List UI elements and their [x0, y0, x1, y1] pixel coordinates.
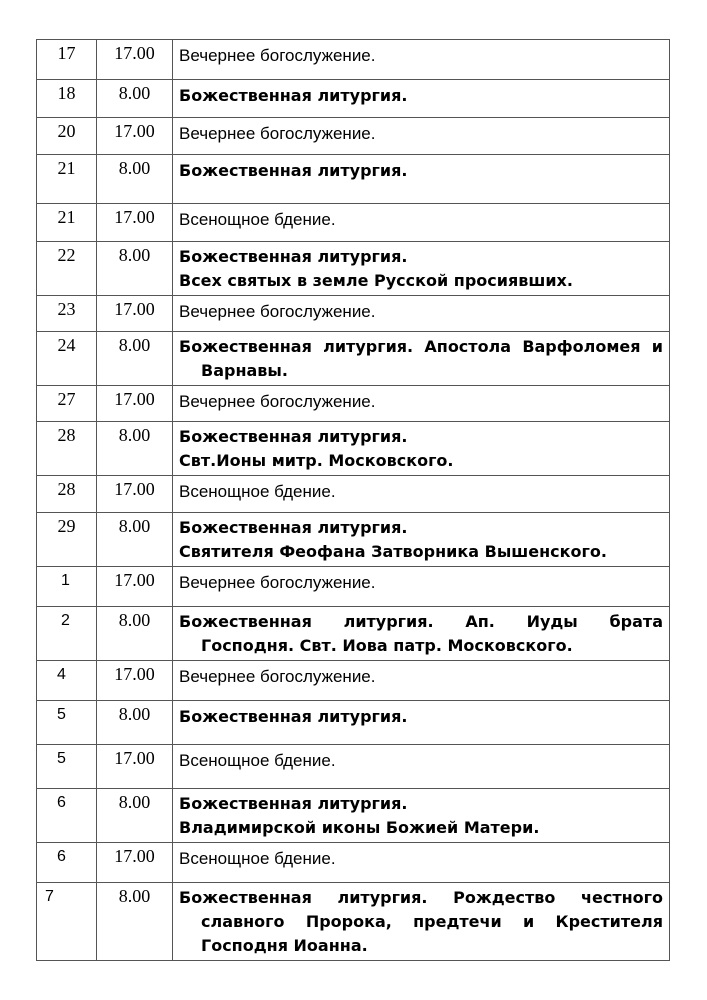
- service-cell: [173, 80, 670, 118]
- time-cell: 8.00: [97, 422, 173, 476]
- time-cell: 8.00: [97, 701, 173, 745]
- table-row: [37, 40, 670, 80]
- service-cell: [173, 607, 670, 661]
- table-row: [37, 567, 670, 607]
- day-cell: 1: [37, 567, 97, 607]
- day-cell: 4: [37, 661, 97, 701]
- service-text: Божественная литургия.: [179, 247, 408, 266]
- table-row: [37, 789, 670, 843]
- time-cell: 17.00: [97, 661, 173, 701]
- time-cell: 8.00: [97, 80, 173, 118]
- table-row: [37, 242, 670, 296]
- service-cell: [173, 476, 670, 513]
- time-cell: 8.00: [97, 332, 173, 386]
- service-cell: [173, 701, 670, 745]
- service-text: Вечернее богослужение.: [179, 124, 376, 143]
- service-cell: [173, 661, 670, 701]
- table-row: [37, 118, 670, 155]
- day-cell: 2: [37, 607, 97, 661]
- day-cell: 7: [37, 883, 97, 961]
- service-text: Вечернее богослужение.: [179, 573, 376, 592]
- table-row: [37, 204, 670, 242]
- day-cell: 22: [37, 242, 97, 296]
- feast-note: Варнавы.: [201, 361, 288, 380]
- time-cell: 17.00: [97, 386, 173, 422]
- time-cell: 8.00: [97, 607, 173, 661]
- table-row: [37, 422, 670, 476]
- service-cell: [173, 386, 670, 422]
- service-text: Вечернее богослужение.: [179, 302, 376, 321]
- service-text: Вечернее богослужение.: [179, 667, 376, 686]
- service-text: Божественная литургия.: [179, 161, 408, 180]
- table-row: [37, 661, 670, 701]
- day-cell: 17: [37, 40, 97, 80]
- day-cell: 28: [37, 422, 97, 476]
- time-cell: 8.00: [97, 242, 173, 296]
- service-text: Всенощное бдение.: [179, 849, 336, 868]
- service-cell: [173, 296, 670, 332]
- day-cell: 27: [37, 386, 97, 422]
- service-text: Всенощное бдение.: [179, 482, 336, 501]
- service-cell: [173, 883, 670, 961]
- day-cell: 21: [37, 204, 97, 242]
- service-cell: [173, 567, 670, 607]
- table-row: [37, 476, 670, 513]
- time-cell: 8.00: [97, 883, 173, 961]
- day-cell: 5: [37, 745, 97, 789]
- service-cell: [173, 745, 670, 789]
- service-text: Божественная литургия.: [179, 707, 408, 726]
- time-cell: 8.00: [97, 513, 173, 567]
- service-cell: [173, 843, 670, 883]
- table-row: [37, 80, 670, 118]
- day-cell: 21: [37, 155, 97, 204]
- day-cell: 6: [37, 789, 97, 843]
- service-text: Божественная литургия.: [179, 427, 408, 446]
- service-text: Божественная литургия. Рождество честного: [179, 888, 663, 907]
- service-text: Вечернее богослужение.: [179, 392, 376, 411]
- service-cell: [173, 422, 670, 476]
- service-cell: [173, 204, 670, 242]
- service-text: Божественная литургия.: [179, 518, 408, 537]
- day-cell: 23: [37, 296, 97, 332]
- time-cell: 17.00: [97, 40, 173, 80]
- day-cell: 6: [37, 843, 97, 883]
- service-cell: [173, 155, 670, 204]
- service-text: Всенощное бдение.: [179, 210, 336, 229]
- service-cell: [173, 242, 670, 296]
- service-text: Божественная литургия. Ап. Иуды брата: [179, 612, 663, 631]
- day-cell: 20: [37, 118, 97, 155]
- feast-note: Святителя Феофана Затворника Вышенского.: [179, 542, 607, 561]
- table-row: [37, 155, 670, 204]
- service-text: Всенощное бдение.: [179, 751, 336, 770]
- service-cell: [173, 513, 670, 567]
- time-cell: 17.00: [97, 843, 173, 883]
- service-cell: [173, 789, 670, 843]
- service-cell: [173, 118, 670, 155]
- time-cell: 17.00: [97, 745, 173, 789]
- table-row: [37, 513, 670, 567]
- day-cell: 5: [37, 701, 97, 745]
- service-text: Божественная литургия. Апостола Варфоломея и: [179, 337, 663, 356]
- service-text: Вечернее богослужение.: [179, 46, 376, 65]
- feast-note: Господня. Свт. Иова патр. Московского.: [201, 636, 573, 655]
- time-cell: 8.00: [97, 155, 173, 204]
- table-row: [37, 843, 670, 883]
- table-row: [37, 883, 670, 961]
- service-cell: [173, 40, 670, 80]
- service-cell: [173, 332, 670, 386]
- feast-note: славного Пророка, предтечи и Крестителя Господня Иоанна.: [201, 912, 663, 955]
- time-cell: 17.00: [97, 204, 173, 242]
- schedule-page: [36, 39, 669, 961]
- table-row: [37, 332, 670, 386]
- time-cell: 17.00: [97, 567, 173, 607]
- feast-note: Свт.Ионы митр. Московского.: [179, 451, 454, 470]
- time-cell: 8.00: [97, 789, 173, 843]
- feast-note: Всех святых в земле Русской просиявших.: [179, 271, 573, 290]
- table-row: [37, 296, 670, 332]
- time-cell: 17.00: [97, 476, 173, 513]
- table-row: [37, 745, 670, 789]
- day-cell: 18: [37, 80, 97, 118]
- service-text: Божественная литургия.: [179, 794, 408, 813]
- time-cell: 17.00: [97, 118, 173, 155]
- day-cell: 24: [37, 332, 97, 386]
- table-row: [37, 607, 670, 661]
- service-text: Божественная литургия.: [179, 86, 408, 105]
- table-row: [37, 386, 670, 422]
- day-cell: 28: [37, 476, 97, 513]
- schedule-table: [36, 39, 670, 961]
- table-row: [37, 701, 670, 745]
- time-cell: 17.00: [97, 296, 173, 332]
- feast-note: Владимирской иконы Божией Матери.: [179, 818, 540, 837]
- day-cell: 29: [37, 513, 97, 567]
